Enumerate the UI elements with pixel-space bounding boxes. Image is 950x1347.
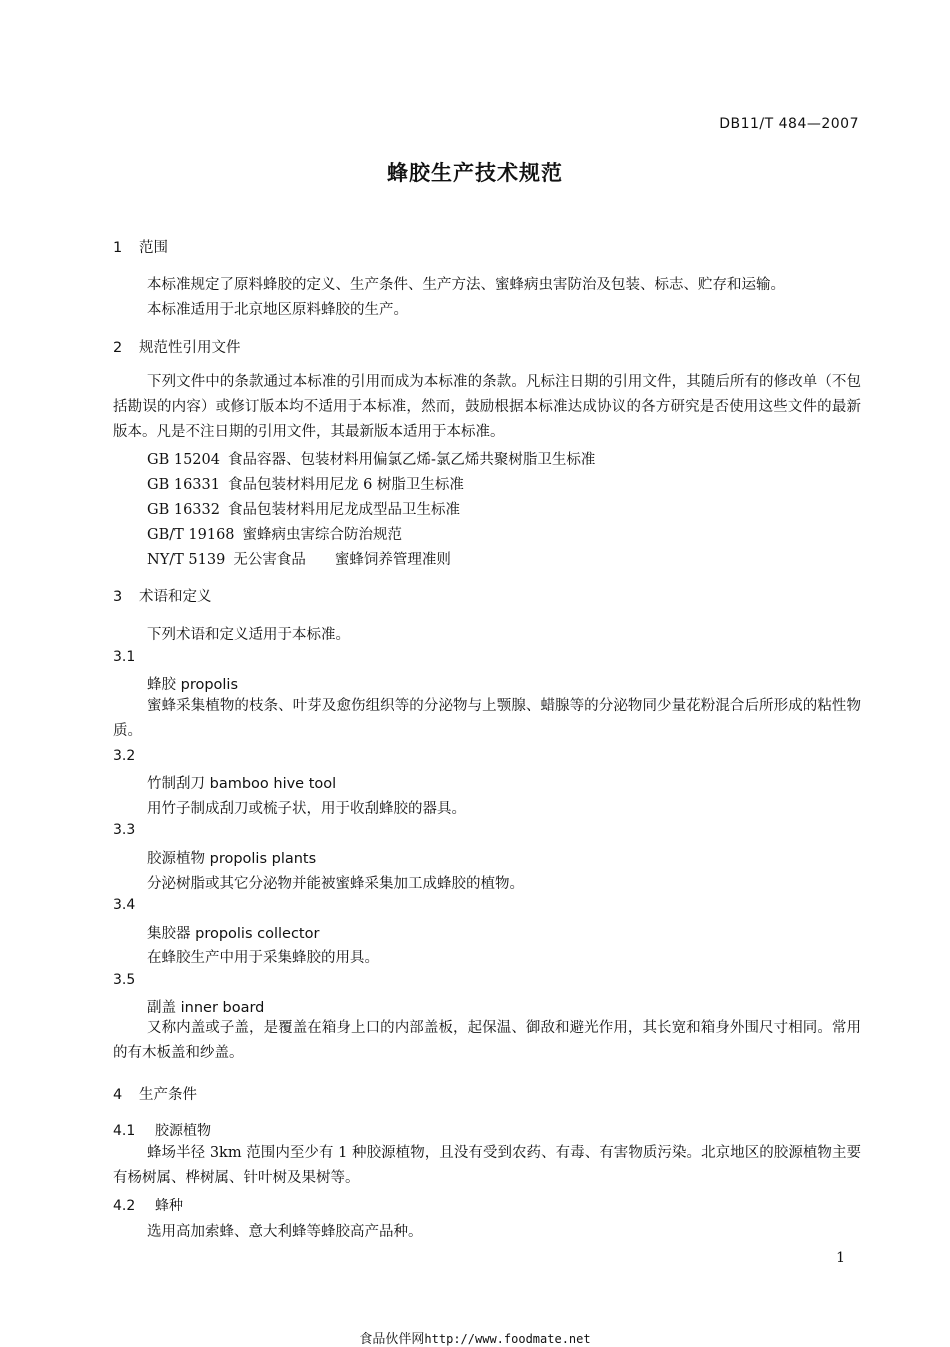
section-number: 3 — [113, 589, 123, 605]
footer-url: http://www.foodmate.net — [424, 1332, 591, 1346]
subsection-4-1-heading — [113, 1120, 211, 1140]
page-number: 1 — [836, 1250, 845, 1266]
subsection-number: 4.2 — [113, 1198, 136, 1214]
reference-item — [147, 498, 460, 519]
section-title: 规范性引用文件 — [139, 340, 241, 356]
footer — [0, 1328, 950, 1347]
reference-code: GB/T 19168 — [147, 527, 235, 543]
term-name: 胶源植物 propolis plants — [147, 851, 317, 867]
reference-item — [147, 448, 595, 469]
paragraph: 本标准适用于北京地区原料蜂胶的生产。 — [147, 302, 408, 318]
term-number: 3.2 — [113, 748, 136, 764]
term-number: 3.5 — [113, 972, 136, 988]
paragraph: 本标准规定了原料蜂胶的定义、生产条件、生产方法、蜜蜂病虫害防治及包装、标志、贮存和运输。 — [147, 277, 785, 293]
section-title: 范围 — [139, 240, 168, 256]
paragraph: 蜂场半径 3km 范围内至少有 1 种胶源植物，且没有受到农药、有毒、有害物质污染。北京地区的胶源植物主要有杨树属、桦树属、针叶树及果树等。 — [113, 1145, 861, 1186]
section-3-heading — [113, 585, 212, 606]
reference-code: GB 15204 — [147, 452, 220, 468]
term-definition: 又称内盖或子盖，是覆盖在箱身上口的内部盖板，起保温、御敌和避光作用，其长宽和箱身外围尺寸相同。常用的有木板盖和纱盖。 — [113, 1020, 861, 1061]
subsection-title: 蜂种 — [155, 1198, 183, 1214]
section-number: 4 — [113, 1087, 123, 1103]
term-number: 3.1 — [113, 649, 136, 665]
section-1-heading — [113, 236, 168, 257]
term-definition: 在蜂胶生产中用于采集蜂胶的用具。 — [147, 950, 379, 966]
reference-title: 蜜蜂病虫害综合防治规范 — [242, 527, 403, 543]
section-4-heading — [113, 1083, 197, 1104]
term-definition: 分泌树脂或其它分泌物并能被蜜蜂采集加工成蜂胶的植物。 — [147, 876, 524, 892]
document-title: 蜂胶生产技术规范 — [387, 161, 563, 185]
reference-item — [147, 548, 451, 569]
paragraph: 下列术语和定义适用于本标准。 — [147, 627, 350, 643]
reference-item — [147, 473, 464, 494]
term-definition: 用竹子制成刮刀或梳子状，用于收刮蜂胶的器具。 — [147, 801, 466, 817]
term-definition: 蜜蜂采集植物的枝条、叶芽及愈伤组织等的分泌物与上颚腺、蜡腺等的分泌物同少量花粉混合后所形成的粘性物质。 — [113, 698, 861, 739]
subsection-4-2-heading — [113, 1195, 183, 1215]
reference-item — [147, 523, 402, 544]
reference-title: 食品包装材料用尼龙成型品卫生标准 — [227, 502, 460, 518]
subsection-title: 胶源植物 — [155, 1123, 211, 1139]
reference-title: 食品包装材料用尼龙 6 树脂卫生标准 — [227, 477, 464, 493]
paragraph: 选用高加索蜂、意大利蜂等蜂胶高产品种。 — [147, 1224, 423, 1240]
term-name: 集胶器 propolis collector — [147, 926, 320, 942]
reference-title: 食品容器、包装材料用偏氯乙烯-氯乙烯共聚树脂卫生标准 — [227, 452, 596, 468]
reference-code: GB 16332 — [147, 502, 220, 518]
subsection-number: 4.1 — [113, 1123, 136, 1139]
term-number: 3.4 — [113, 897, 136, 913]
term-name: 副盖 inner board — [147, 1000, 265, 1016]
paragraph: 下列文件中的条款通过本标准的引用而成为本标准的条款。凡标注日期的引用文件，其随后所有的修改单（不包括勘误的内容）或修订版本均不适用于本标准，然而，鼓励根据本标准达成协议的各方研究是否使用这些文件的最新版本。凡是不注日期的引用文件，其最新版本适用于本标准。 — [113, 374, 861, 440]
section-2-heading — [113, 336, 241, 357]
section-number: 2 — [113, 340, 123, 356]
term-number: 3.3 — [113, 822, 136, 838]
term-name: 蜂胶 propolis — [147, 677, 239, 693]
reference-code: GB 16331 — [147, 477, 220, 493]
term-name: 竹制刮刀 bamboo hive tool — [147, 776, 337, 792]
reference-code: NY/T 5139 — [147, 552, 226, 568]
document-code: DB11/T 484—2007 — [719, 116, 859, 132]
footer-site-name: 食品伙伴网 — [359, 1332, 425, 1347]
section-title: 术语和定义 — [139, 589, 212, 605]
reference-title: 无公害食品 蜜蜂饲养管理准则 — [233, 552, 451, 568]
section-title: 生产条件 — [139, 1087, 197, 1103]
section-number: 1 — [113, 240, 123, 256]
